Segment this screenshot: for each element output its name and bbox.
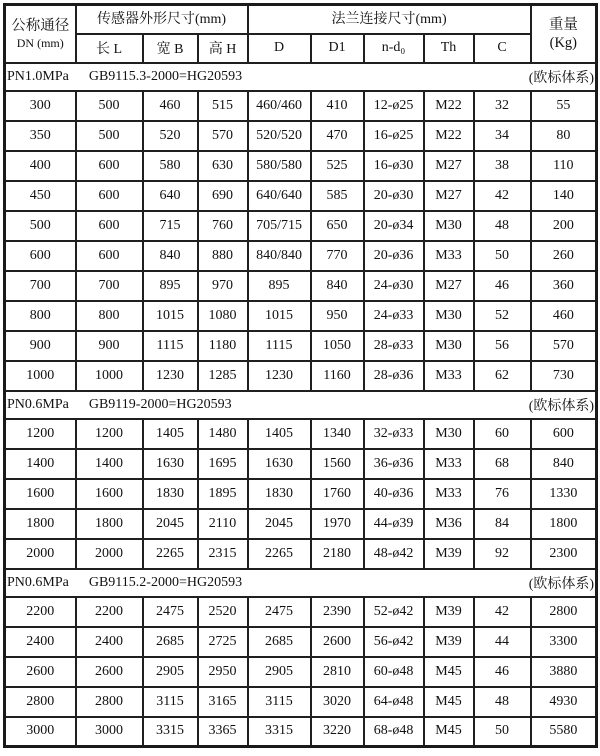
table-cell: 1340 [311,419,364,449]
table-cell: 32-ø33 [364,419,424,449]
table-cell: 1000 [76,361,143,391]
col-header-length: 长 L [76,34,143,63]
section-standard-label: GB9115.3-2000=HG20593 [88,68,243,84]
table-cell: 525 [311,151,364,181]
table-cell: 2315 [198,539,248,569]
table-cell: 44-ø39 [364,509,424,539]
table-cell: 52 [474,301,531,331]
table-row [5,419,597,449]
table-cell: 140 [531,181,597,211]
table-cell: 76 [474,479,531,509]
table-cell: 1560 [311,449,364,479]
col-header-width: 宽 B [143,34,198,63]
table-cell: 2685 [248,627,311,657]
col-header-th: Th [424,34,474,63]
col-header-weight-title: 重量 [548,16,578,33]
table-cell: 2400 [5,627,76,657]
table-cell: 1480 [198,419,248,449]
table-cell: M45 [424,687,474,717]
table-cell: 650 [311,211,364,241]
section-header-cell [5,63,597,91]
table-cell: 92 [474,539,531,569]
table-cell: 2725 [198,627,248,657]
table-cell: 260 [531,241,597,271]
table-cell: 1760 [311,479,364,509]
col-header-weight-sub: (Kg) [549,34,578,51]
table-cell: 500 [76,91,143,121]
table-cell: 970 [198,271,248,301]
table-cell: 2265 [248,539,311,569]
table-cell: 630 [198,151,248,181]
table-cell: 2045 [248,509,311,539]
table-cell: 28-ø33 [364,331,424,361]
col-header-nd0: n-d₀ [364,34,424,63]
table-cell: 1015 [248,301,311,331]
table-cell: 55 [531,91,597,121]
table-cell: 600 [76,151,143,181]
table-cell: M30 [424,331,474,361]
table-cell: 460 [531,301,597,331]
table-cell: 2475 [248,597,311,627]
table-cell: 32 [474,91,531,121]
table-cell: M39 [424,539,474,569]
table-cell: M39 [424,597,474,627]
table-cell: 68-ø48 [364,717,424,747]
table-cell: 400 [5,151,76,181]
table-cell: 460/460 [248,91,311,121]
table-cell: 62 [474,361,531,391]
table-cell: M30 [424,419,474,449]
table-cell: M33 [424,449,474,479]
table-cell: 1115 [143,331,198,361]
table-cell: 2600 [5,657,76,687]
table-cell: 1330 [531,479,597,509]
table-cell: 600 [76,181,143,211]
table-cell: 2800 [5,687,76,717]
table-cell: 640/640 [248,181,311,211]
table-cell: 800 [76,301,143,331]
table-cell: 450 [5,181,76,211]
table-cell: 1830 [143,479,198,509]
table-cell: M30 [424,211,474,241]
table-cell: 56-ø42 [364,627,424,657]
table-cell: 1830 [248,479,311,509]
table-cell: 2520 [198,597,248,627]
table-cell: 3315 [143,717,198,747]
table-cell: 580/580 [248,151,311,181]
table-cell: 760 [198,211,248,241]
table-cell: 60-ø48 [364,657,424,687]
table-cell: 2905 [143,657,198,687]
table-cell: 3220 [311,717,364,747]
table-cell: 700 [76,271,143,301]
col-header-d1: D1 [311,34,364,63]
table-cell: 2045 [143,509,198,539]
table-cell: 20-ø30 [364,181,424,211]
table-cell: 2600 [311,627,364,657]
section-pressure-label: PN0.6MPa [7,396,69,412]
table-cell: 12-ø25 [364,91,424,121]
table-cell: 2600 [76,657,143,687]
table-cell: M22 [424,91,474,121]
table-cell: 705/715 [248,211,311,241]
table-cell: 1050 [311,331,364,361]
table-row [5,509,597,539]
table-cell: 700 [5,271,76,301]
table-row [5,241,597,271]
table-cell: 600 [76,211,143,241]
col-header-d: D [248,34,311,63]
table-cell: 1800 [531,509,597,539]
table-cell: 880 [198,241,248,271]
section-standard-label: GB9119-2000=HG20593 [88,396,232,412]
table-cell: 3165 [198,687,248,717]
table-cell: 1405 [248,419,311,449]
spec-table-body [5,63,597,747]
table-cell: 1630 [248,449,311,479]
table-cell: 2800 [531,597,597,627]
table-cell: 1200 [5,419,76,449]
table-row [5,211,597,241]
table-cell: 64-ø48 [364,687,424,717]
table-cell: 24-ø30 [364,271,424,301]
table-cell: 1285 [198,361,248,391]
table-cell: 690 [198,181,248,211]
table-cell: 500 [5,211,76,241]
table-cell: 570 [198,121,248,151]
table-cell: 470 [311,121,364,151]
table-cell: 16-ø30 [364,151,424,181]
table-cell: 2265 [143,539,198,569]
col-header-weight [531,5,597,63]
table-cell: 1230 [248,361,311,391]
table-cell: 895 [248,271,311,301]
table-cell: 40-ø36 [364,479,424,509]
table-cell: 1015 [143,301,198,331]
table-cell: 570 [531,331,597,361]
table-cell: 1800 [5,509,76,539]
table-cell: 895 [143,271,198,301]
table-cell: 1600 [5,479,76,509]
table-cell: 1800 [76,509,143,539]
table-cell: 600 [531,419,597,449]
table-cell: 800 [5,301,76,331]
table-cell: 500 [76,121,143,151]
table-row [5,687,597,717]
table-cell: M27 [424,271,474,301]
table-cell: 1180 [198,331,248,361]
spec-table [3,3,598,748]
table-cell: 36-ø36 [364,449,424,479]
section-header-row [5,569,597,597]
table-cell: 2200 [76,597,143,627]
table-cell: 840 [531,449,597,479]
table-cell: 3300 [531,627,597,657]
table-cell: 840 [311,271,364,301]
table-row [5,627,597,657]
table-cell: 60 [474,419,531,449]
table-cell: 2905 [248,657,311,687]
col-group-sensor: 传感器外形尺寸(mm) [76,5,248,34]
table-cell: M45 [424,717,474,747]
table-row [5,597,597,627]
table-cell: 3365 [198,717,248,747]
table-cell: M27 [424,181,474,211]
table-cell: 2390 [311,597,364,627]
table-cell: 350 [5,121,76,151]
table-cell: 600 [5,241,76,271]
table-cell: 770 [311,241,364,271]
table-cell: 2685 [143,627,198,657]
col-header-height: 高 H [198,34,248,63]
table-cell: 3000 [76,717,143,747]
table-cell: 1000 [5,361,76,391]
section-standard-label: GB9115.2-2000=HG20593 [88,574,243,590]
section-system-label: (欧标体系) [528,70,595,86]
table-cell: 3020 [311,687,364,717]
table-cell: 900 [76,331,143,361]
table-cell: 2475 [143,597,198,627]
table-cell: M39 [424,627,474,657]
table-row [5,479,597,509]
table-cell: 42 [474,181,531,211]
table-cell: 600 [76,241,143,271]
table-cell: 2000 [5,539,76,569]
table-cell: M33 [424,361,474,391]
col-header-c: C [474,34,531,63]
table-cell: 1400 [76,449,143,479]
table-row [5,301,597,331]
table-row [5,181,597,211]
table-cell: 34 [474,121,531,151]
table-cell: 48 [474,211,531,241]
table-cell: 460 [143,91,198,121]
table-cell: 840 [143,241,198,271]
table-cell: 1200 [76,419,143,449]
table-cell: 515 [198,91,248,121]
table-cell: M30 [424,301,474,331]
col-header-dn-title: 公称通径 [11,18,70,35]
section-system-label: (欧标体系) [528,398,595,414]
table-row [5,121,597,151]
table-cell: 900 [5,331,76,361]
table-cell: 2000 [76,539,143,569]
col-group-flange: 法兰连接尺寸(mm) [248,5,531,34]
table-cell: 2300 [531,539,597,569]
table-row [5,271,597,301]
section-system-label: (欧标体系) [528,576,595,592]
table-cell: 24-ø33 [364,301,424,331]
table-cell: 2180 [311,539,364,569]
table-row [5,449,597,479]
table-cell: 2110 [198,509,248,539]
table-row [5,331,597,361]
table-cell: 42 [474,597,531,627]
table-cell: 110 [531,151,597,181]
table-row [5,91,597,121]
table-cell: 520 [143,121,198,151]
table-row [5,151,597,181]
table-cell: 44 [474,627,531,657]
table-cell: 28-ø36 [364,361,424,391]
table-cell: 38 [474,151,531,181]
table-cell: M22 [424,121,474,151]
table-cell: 1405 [143,419,198,449]
table-cell: 2810 [311,657,364,687]
table-cell: 2200 [5,597,76,627]
table-cell: 48-ø42 [364,539,424,569]
table-cell: 20-ø34 [364,211,424,241]
table-cell: 585 [311,181,364,211]
table-row [5,539,597,569]
table-cell: 3315 [248,717,311,747]
section-pressure-label: PN0.6MPa [7,574,69,590]
table-cell: 1695 [198,449,248,479]
table-cell: 2800 [76,687,143,717]
table-cell: 46 [474,657,531,687]
table-cell: 3880 [531,657,597,687]
table-cell: M33 [424,479,474,509]
table-cell: 360 [531,271,597,301]
table-cell: 1600 [76,479,143,509]
table-cell: 1970 [311,509,364,539]
table-cell: 46 [474,271,531,301]
table-cell: 80 [531,121,597,151]
section-pressure-label: PN1.0MPa [7,68,69,84]
table-cell: 3115 [143,687,198,717]
table-cell: 20-ø36 [364,241,424,271]
table-cell: 730 [531,361,597,391]
table-cell: 1895 [198,479,248,509]
table-cell: M45 [424,657,474,687]
section-header-row [5,63,597,91]
table-cell: 580 [143,151,198,181]
table-cell: 50 [474,241,531,271]
table-cell: 1630 [143,449,198,479]
table-cell: 56 [474,331,531,361]
table-cell: 4930 [531,687,597,717]
table-cell: 1160 [311,361,364,391]
col-header-dn-sub: DN (mm) [16,35,64,50]
table-cell: M27 [424,151,474,181]
table-cell: 2950 [198,657,248,687]
section-header-row [5,391,597,419]
table-header [5,5,597,63]
table-cell: 50 [474,717,531,747]
table-cell: 68 [474,449,531,479]
table-row [5,657,597,687]
table-cell: M33 [424,241,474,271]
table-cell: 950 [311,301,364,331]
table-cell: 715 [143,211,198,241]
table-cell: 16-ø25 [364,121,424,151]
table-cell: 5580 [531,717,597,747]
table-cell: 48 [474,687,531,717]
table-cell: 84 [474,509,531,539]
table-cell: 200 [531,211,597,241]
table-cell: 2400 [76,627,143,657]
table-cell: 300 [5,91,76,121]
table-cell: 52-ø42 [364,597,424,627]
table-cell: 3115 [248,687,311,717]
section-header-cell [5,391,597,419]
table-cell: 640 [143,181,198,211]
table-cell: M36 [424,509,474,539]
table-cell: 840/840 [248,241,311,271]
table-cell: 3000 [5,717,76,747]
table-row [5,361,597,391]
table-cell: 1230 [143,361,198,391]
table-row [5,717,597,747]
table-cell: 410 [311,91,364,121]
table-cell: 520/520 [248,121,311,151]
table-cell: 1115 [248,331,311,361]
section-header-cell [5,569,597,597]
col-header-dn [5,5,76,63]
table-cell: 1400 [5,449,76,479]
table-cell: 1080 [198,301,248,331]
